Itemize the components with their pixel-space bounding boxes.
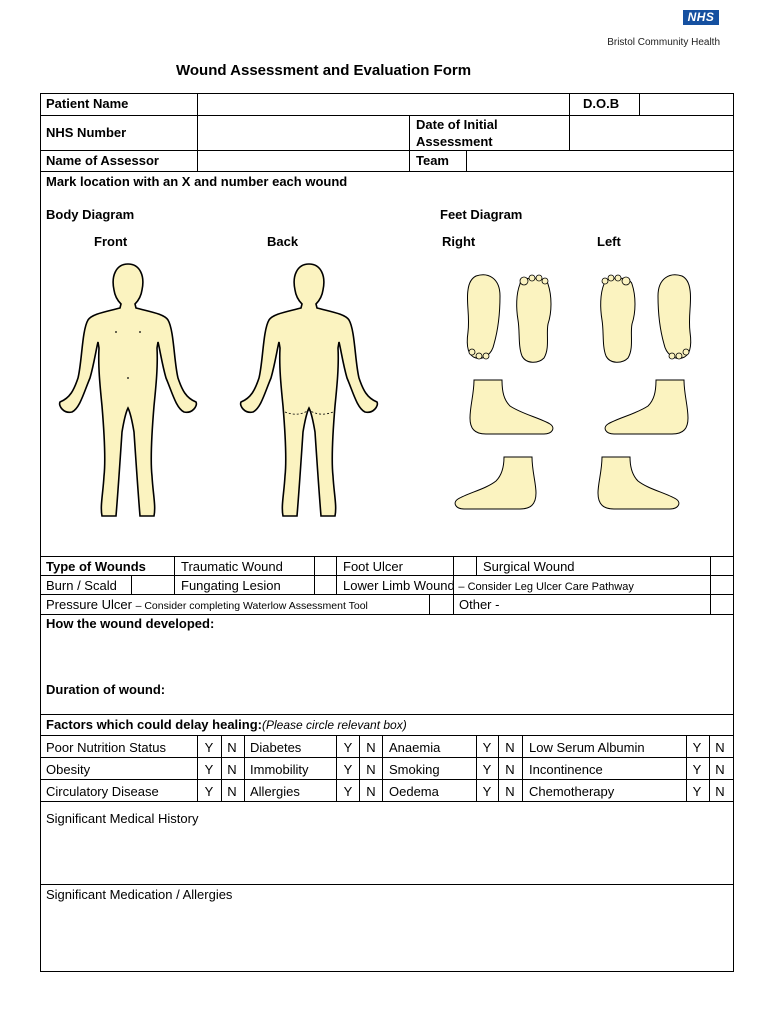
factors-heading-text: Factors which could delay healing: — [46, 717, 262, 732]
divider — [710, 556, 711, 614]
factor-label: Chemotherapy — [529, 784, 615, 799]
initial-assessment-label-1: Date of Initial — [416, 117, 498, 132]
divider — [40, 757, 734, 758]
no-option[interactable]: N — [715, 740, 725, 755]
factor-label: Anaemia — [389, 740, 441, 755]
divider — [314, 556, 315, 595]
divider — [197, 735, 198, 801]
surgical-wound-label: Surgical Wound — [483, 559, 575, 574]
factor-label: Poor Nutrition Status — [46, 740, 166, 755]
yes-option[interactable]: Y — [482, 740, 492, 755]
nhs-logo: NHS — [683, 10, 719, 25]
divider — [174, 556, 175, 595]
yes-option[interactable]: Y — [692, 740, 702, 755]
dob-label: D.O.B — [583, 96, 620, 111]
divider — [131, 575, 132, 594]
divider — [382, 735, 383, 801]
organisation-name: Bristol Community Health — [607, 37, 720, 48]
no-option[interactable]: N — [505, 784, 515, 799]
divider — [476, 556, 477, 575]
back-label: Back — [267, 234, 299, 249]
divider — [40, 150, 734, 151]
medication-allergies-label: Significant Medication / Allergies — [46, 887, 233, 902]
foot-figure[interactable] — [594, 272, 640, 364]
body-front-figure[interactable] — [56, 262, 200, 520]
divider — [40, 735, 734, 736]
divider — [409, 115, 410, 171]
foot-figure[interactable] — [602, 378, 692, 436]
lower-limb-wound-label — [343, 578, 634, 595]
divider — [466, 150, 467, 171]
factor-label: Low Serum Albumin — [529, 740, 645, 755]
medical-history-label: Significant Medical History — [46, 811, 199, 826]
yes-option[interactable]: Y — [343, 762, 353, 777]
factor-label: Diabetes — [250, 740, 302, 755]
other-label: Other - — [459, 597, 500, 612]
divider — [40, 171, 734, 172]
divider — [40, 801, 734, 802]
foot-figure[interactable] — [452, 455, 540, 511]
no-option[interactable]: N — [227, 762, 237, 777]
no-option[interactable]: N — [505, 740, 515, 755]
yes-option[interactable]: Y — [482, 762, 492, 777]
divider — [40, 714, 734, 715]
no-option[interactable]: N — [715, 784, 725, 799]
assessment-form — [40, 93, 734, 972]
divider — [197, 93, 198, 171]
form-title: Wound Assessment and Evaluation Form — [176, 62, 472, 79]
traumatic-wound-label: Traumatic Wound — [181, 559, 283, 574]
initial-assessment-label-2: Assessment — [416, 134, 493, 149]
divider — [244, 735, 245, 801]
diagram-instruction: Mark location with an X and number each wound — [46, 174, 348, 189]
front-label: Front — [94, 234, 128, 249]
team-label: Team — [416, 153, 449, 168]
patient-name-label: Patient Name — [46, 96, 129, 111]
no-option[interactable]: N — [366, 762, 376, 777]
divider — [429, 594, 430, 614]
yes-option[interactable]: Y — [482, 784, 492, 799]
body-back-figure[interactable] — [237, 262, 381, 520]
no-option[interactable]: N — [715, 762, 725, 777]
yes-option[interactable]: Y — [692, 762, 702, 777]
factors-note: (Please circle relevant box) — [262, 718, 407, 732]
waterlow-note: – Consider completing Waterlow Assessment Tool — [135, 600, 368, 612]
feet-diagram-label: Feet Diagram — [440, 207, 523, 222]
factor-label: Circulatory Disease — [46, 784, 159, 799]
no-option[interactable]: N — [366, 784, 376, 799]
yes-option[interactable]: Y — [343, 740, 353, 755]
no-option[interactable]: N — [505, 762, 515, 777]
yes-option[interactable]: Y — [204, 740, 214, 755]
assessor-label: Name of Assessor — [46, 153, 159, 168]
foot-figure[interactable] — [462, 272, 506, 362]
no-option[interactable]: N — [227, 784, 237, 799]
how-developed-label: How the wound developed: — [46, 616, 215, 631]
factor-label: Oedema — [389, 784, 439, 799]
divider — [40, 575, 734, 576]
pressure-ulcer-label — [46, 597, 368, 614]
right-label: Right — [442, 234, 476, 249]
divider — [498, 735, 499, 801]
factor-label: Incontinence — [529, 762, 603, 777]
divider — [40, 779, 734, 780]
body-diagram-label: Body Diagram — [46, 207, 135, 222]
factors-heading — [46, 717, 407, 733]
type-of-wounds-label: Type of Wounds — [46, 559, 146, 574]
burn-scald-label: Burn / Scald — [46, 578, 117, 593]
foot-figure[interactable] — [594, 455, 682, 511]
foot-ulcer-label: Foot Ulcer — [343, 559, 403, 574]
divider — [522, 735, 523, 801]
divider — [40, 556, 734, 557]
divider — [40, 614, 734, 615]
divider — [336, 556, 337, 595]
leg-ulcer-note: – Consider Leg Ulcer Care Pathway — [458, 581, 634, 593]
foot-figure[interactable] — [510, 272, 556, 364]
nhs-number-label: NHS Number — [46, 125, 127, 140]
divider — [40, 115, 734, 116]
factor-label: Smoking — [389, 762, 440, 777]
divider — [569, 93, 570, 150]
divider — [639, 93, 640, 115]
factor-label: Obesity — [46, 762, 91, 777]
pressure-ulcer-text: Pressure Ulcer — [46, 597, 132, 612]
foot-figure[interactable] — [652, 272, 696, 362]
factor-label: Allergies — [250, 784, 300, 799]
divider — [336, 735, 337, 801]
divider — [40, 884, 734, 885]
duration-label: Duration of wound: — [46, 682, 166, 697]
left-label: Left — [597, 234, 621, 249]
factor-label: Immobility — [250, 762, 309, 777]
no-option[interactable]: N — [366, 740, 376, 755]
yes-option[interactable]: Y — [204, 762, 214, 777]
yes-option[interactable]: Y — [343, 784, 353, 799]
lower-limb-wound-text: Lower Limb Wound — [343, 578, 455, 593]
yes-option[interactable]: Y — [204, 784, 214, 799]
fungating-lesion-label: Fungating Lesion — [181, 578, 281, 593]
foot-figure[interactable] — [466, 378, 556, 436]
divider — [359, 735, 360, 801]
yes-option[interactable]: Y — [692, 784, 702, 799]
no-option[interactable]: N — [227, 740, 237, 755]
